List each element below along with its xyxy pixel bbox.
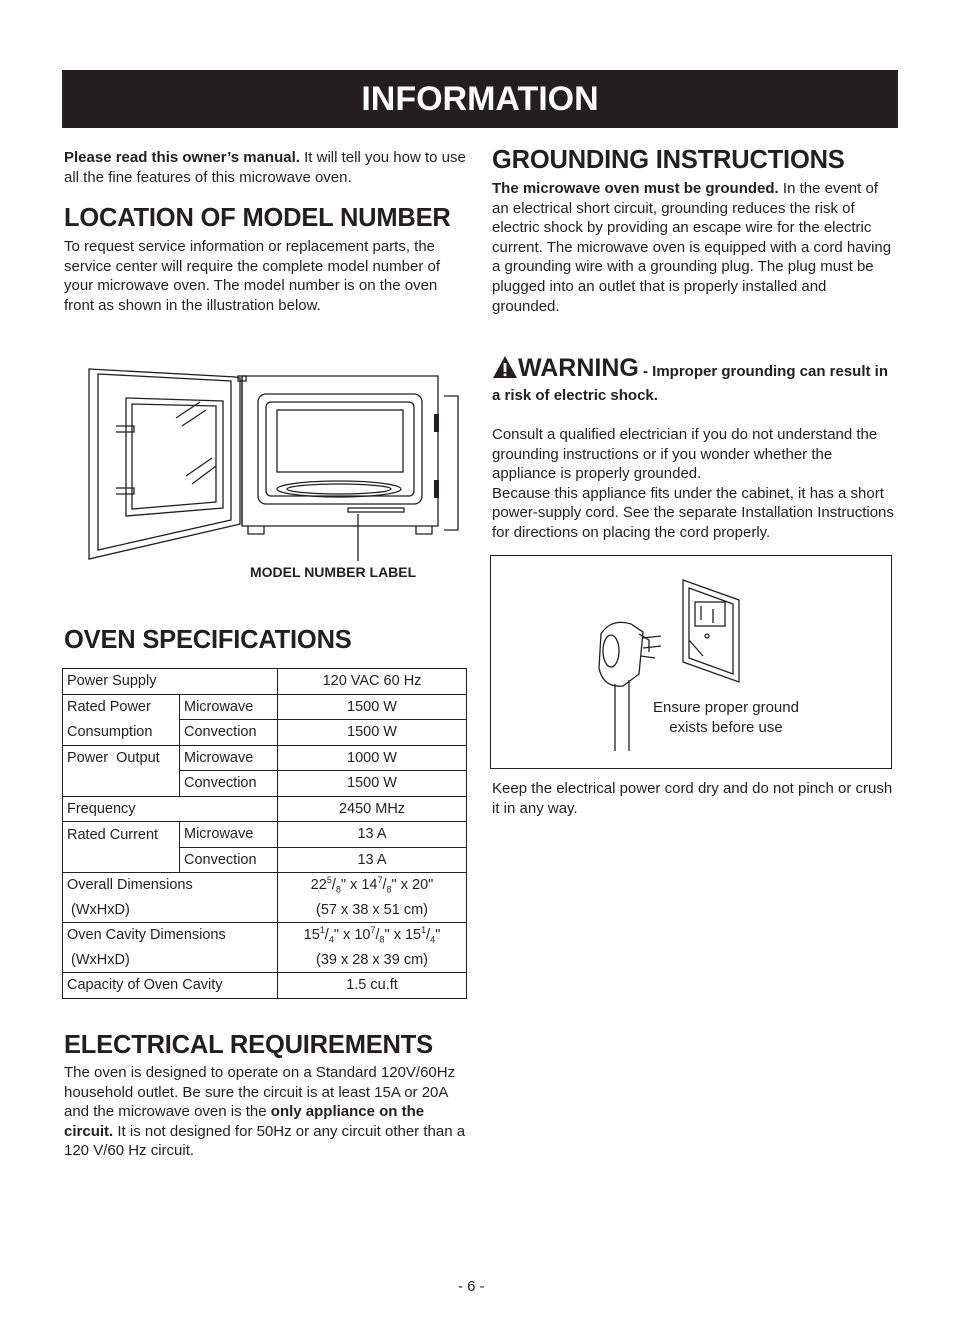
spec-value: 13 A: [278, 847, 467, 873]
electrical-heading: ELECTRICAL REQUIREMENTS: [64, 1031, 433, 1059]
table-row: [63, 745, 467, 771]
consult-text: Consult a qualified electrician if you do not understand the grounding instructions or if you wonder whether the appliance is properly grounded.: [492, 426, 878, 483]
electrical-bold: only appliance on the circuit.: [64, 1103, 425, 1140]
location-body: To request service information or replacement parts, the service center will require the complete model number of your microwave oven. The model number is on the oven front as shown in the illustration below.: [64, 238, 441, 314]
location-section: [64, 203, 469, 315]
spec-label: Power Output: [63, 745, 180, 771]
spec-sublabel: Microwave: [180, 694, 278, 720]
spec-value: 1500 W: [278, 720, 467, 746]
spec-value: 1000 W: [278, 745, 467, 771]
table-row: [63, 948, 467, 973]
spec-value: (39 x 28 x 39 cm): [278, 948, 467, 973]
page-title: INFORMATION: [361, 79, 599, 118]
grounding-heading: GROUNDING INSTRUCTIONS: [492, 146, 845, 174]
oven-specifications-table: [62, 668, 467, 999]
warning-notice: [492, 355, 896, 408]
table-row: [63, 898, 467, 923]
intro-text: It will tell you how to use all the fine features of this microwave oven.: [64, 149, 466, 186]
spec-value: $22^5/_8$" x $14^7/_8$" x 20": [278, 873, 467, 898]
table-row: [63, 694, 467, 720]
spec-sublabel: Microwave: [180, 745, 278, 771]
spec-label: Overall Dimensions: [63, 873, 278, 898]
electrical-text-end: It is not designed for 50Hz or any circuit other than a 120 V/60 Hz circuit.: [64, 1122, 466, 1160]
spec-sublabel: Convection: [180, 847, 278, 873]
page-title-banner: [62, 70, 898, 128]
microwave-illustration: [86, 362, 462, 562]
grounding-text-end: grounded.: [492, 297, 560, 315]
table-row: [63, 923, 467, 948]
spec-label: Rated Current: [63, 822, 180, 848]
model-number-label: MODEL NUMBER LABEL: [250, 564, 417, 580]
table-row: [63, 973, 467, 999]
spec-value: 2450 MHz: [278, 796, 467, 822]
spec-label: Oven Cavity Dimensions: [63, 923, 278, 948]
cord-note: Keep the electrical power cord dry and do not pinch or crush it in any way.: [492, 780, 893, 817]
spec-value: 1500 W: [278, 694, 467, 720]
spec-value: $15^1/_4$" x $10^7/_8$" x $15^1/_4$": [278, 923, 467, 948]
spec-sublabel: Convection: [180, 720, 278, 746]
spec-label: Rated Power: [63, 694, 180, 720]
spec-label: (WxHxD): [63, 898, 278, 923]
plug-caption-line2: exists before use: [669, 719, 783, 736]
grounding-bold: The microwave oven must be grounded.: [492, 180, 779, 197]
intro-paragraph: [64, 148, 469, 187]
table-row: [63, 771, 467, 797]
table-row: [63, 669, 467, 695]
spec-label: Frequency: [63, 796, 278, 822]
spec-label: Capacity of Oven Cavity: [63, 973, 278, 999]
warning-word: WARNING: [518, 354, 639, 382]
specs-heading: OVEN SPECIFICATIONS: [64, 626, 352, 654]
spec-value: 120 VAC 60 Hz: [278, 669, 467, 695]
location-heading: LOCATION OF MODEL NUMBER: [64, 204, 451, 232]
warning-triangle-icon: [492, 355, 518, 379]
spec-label: (WxHxD): [63, 948, 278, 973]
grounding-section: [492, 145, 896, 316]
spec-sublabel: Convection: [180, 771, 278, 797]
spec-value: 1.5 cu.ft: [278, 973, 467, 999]
spec-value: (57 x 38 x 51 cm): [278, 898, 467, 923]
spec-value: 1500 W: [278, 771, 467, 797]
spec-value: 13 A: [278, 822, 467, 848]
grounding-text: In the event of an electrical short circuit, grounding reduces the risk of electric shock by providing an escape wire for the electric current. The microwave oven is equipped with a cord having a grounding wire with a grounding plug. The plug must be plugged into an outlet that is properly installed and: [492, 180, 892, 295]
table-row: [63, 822, 467, 848]
spec-sublabel: Microwave: [180, 822, 278, 848]
table-row: [63, 873, 467, 898]
electrical-text: The oven is designed to operate on a Standard 120V/60Hz household outlet. Be sure the circuit is at least 15A or 20A and the microwave oven is the: [64, 1064, 456, 1121]
plug-caption: [640, 698, 812, 738]
cabinet-text: Because this appliance fits under the cabinet, it has a short power-supply cord. See the separate Installation Instructions for directions on placing the cord properly.: [492, 484, 894, 541]
intro-bold: Please read this owner’s manual.: [64, 149, 300, 166]
table-row: [63, 796, 467, 822]
table-row: [63, 720, 467, 746]
page-number: - 6 -: [458, 1278, 485, 1295]
spec-label: Consumption: [63, 720, 180, 746]
table-row: [63, 847, 467, 873]
spec-label: Power Supply: [63, 669, 278, 695]
plug-caption-line1: Ensure proper ground: [653, 699, 799, 716]
warning-text: - Improper grounding can result in a risk of electric shock.: [492, 363, 889, 404]
consult-section: [492, 425, 896, 543]
electrical-section: [64, 1030, 469, 1161]
